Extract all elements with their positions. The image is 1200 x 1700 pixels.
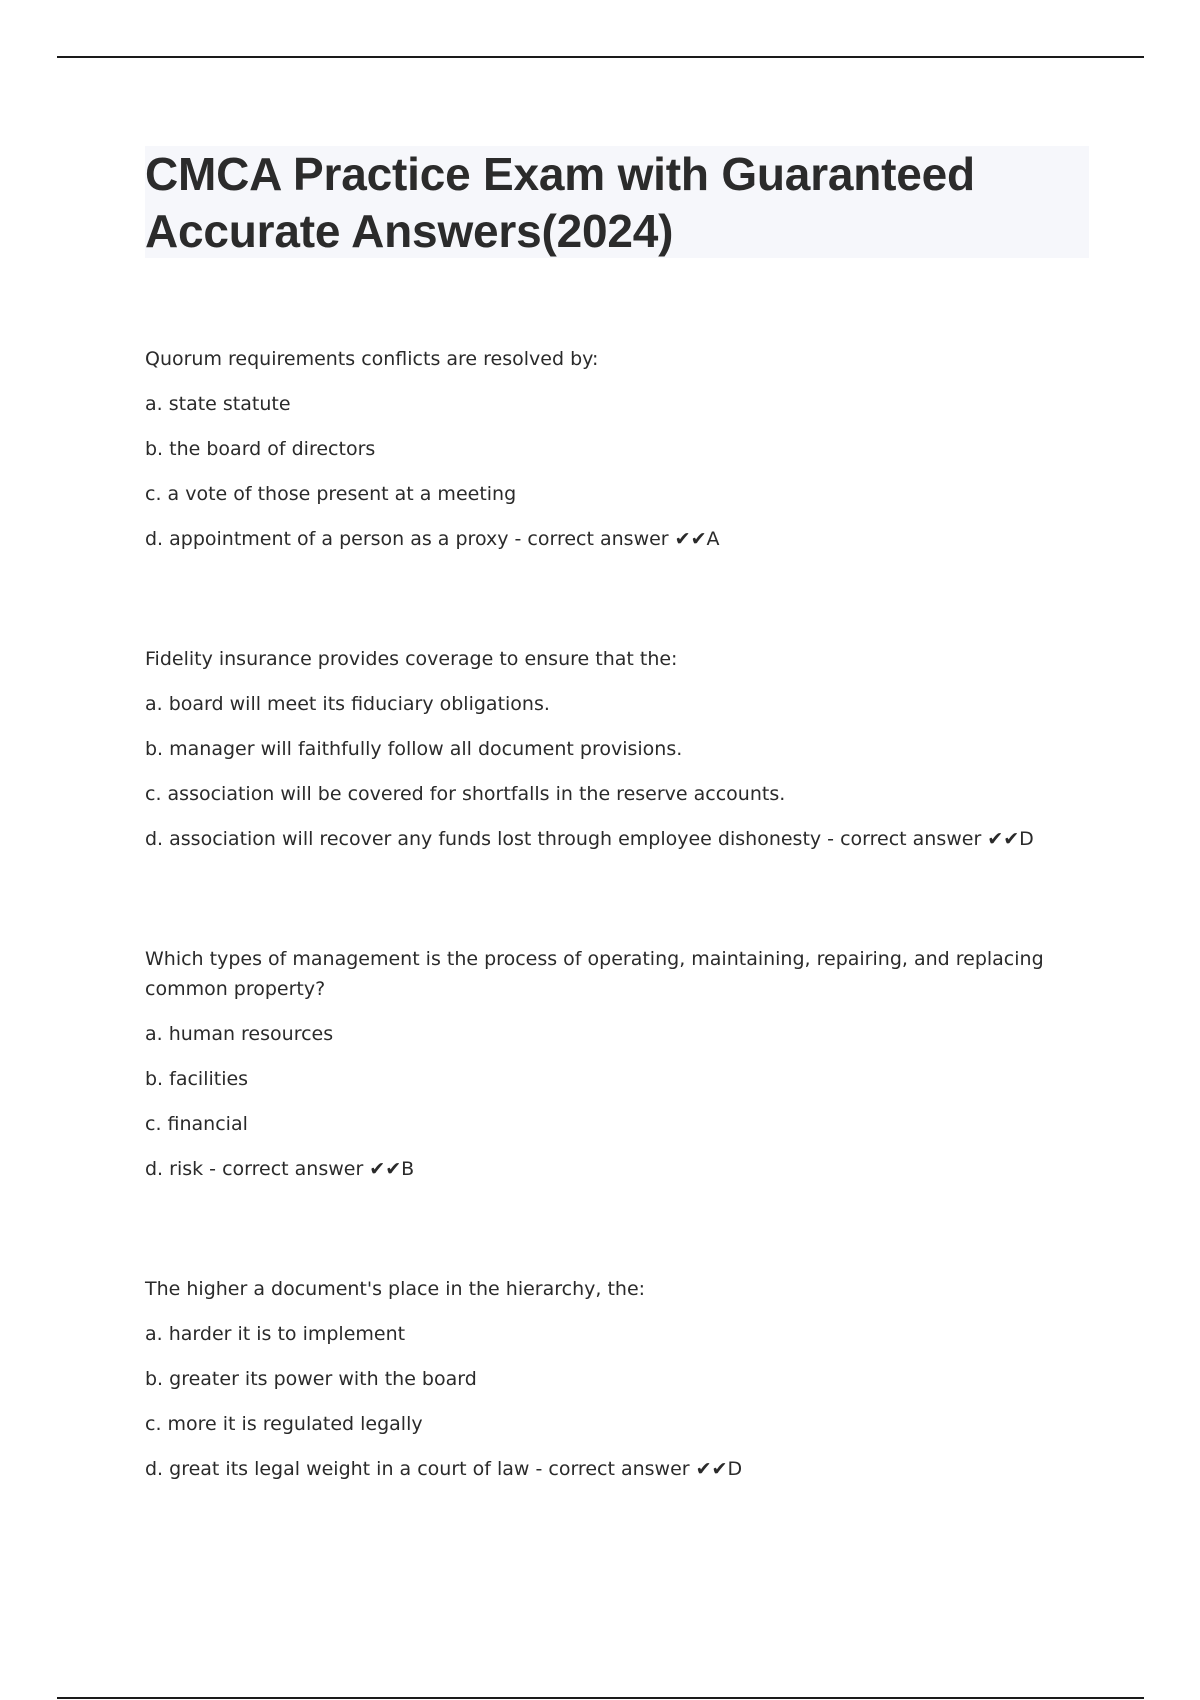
question-list [145,344,1089,1574]
option-c: c. association will be covered for shortfalls in the reserve accounts. [145,783,786,805]
title-block [145,146,1089,258]
option-c: c. a vote of those present at a meeting [145,483,517,505]
option-b: b. facilities [145,1068,249,1090]
question-text: The higher a document's place in the hierarchy, the: [145,1278,646,1300]
option-c: c. financial [145,1113,248,1135]
option-a: a. state statute [145,393,291,415]
option-c: c. more it is regulated legally [145,1413,423,1435]
question-text: Quorum requirements conflicts are resolved by: [145,348,599,370]
bottom-rule [57,1697,1144,1699]
document-title: CMCA Practice Exam with Guaranteed Accurate Answers(2024) [145,148,975,257]
question-4 [145,1274,1089,1484]
option-a: a. board will meet its fiduciary obligations. [145,693,550,715]
question-text: Which types of management is the process of operating, maintaining, repairing, and replacing common property? [145,948,1044,1000]
option-d-with-answer: d. association will recover any funds lost through employee dishonesty - correct answer ✔✔D [145,828,1034,850]
option-b: b. greater its power with the board [145,1368,477,1390]
question-3 [145,944,1089,1184]
question-text: Fidelity insurance provides coverage to ensure that the: [145,648,678,670]
option-d-with-answer: d. appointment of a person as a proxy - correct answer ✔✔A [145,528,720,550]
option-d-with-answer: d. risk - correct answer ✔✔B [145,1158,415,1180]
question-2 [145,644,1089,854]
question-1 [145,344,1089,554]
option-b: b. manager will faithfully follow all document provisions. [145,738,683,760]
option-d-with-answer: d. great its legal weight in a court of law - correct answer ✔✔D [145,1458,743,1480]
top-rule [57,56,1144,58]
option-a: a. human resources [145,1023,334,1045]
option-b: b. the board of directors [145,438,376,460]
option-a: a. harder it is to implement [145,1323,406,1345]
